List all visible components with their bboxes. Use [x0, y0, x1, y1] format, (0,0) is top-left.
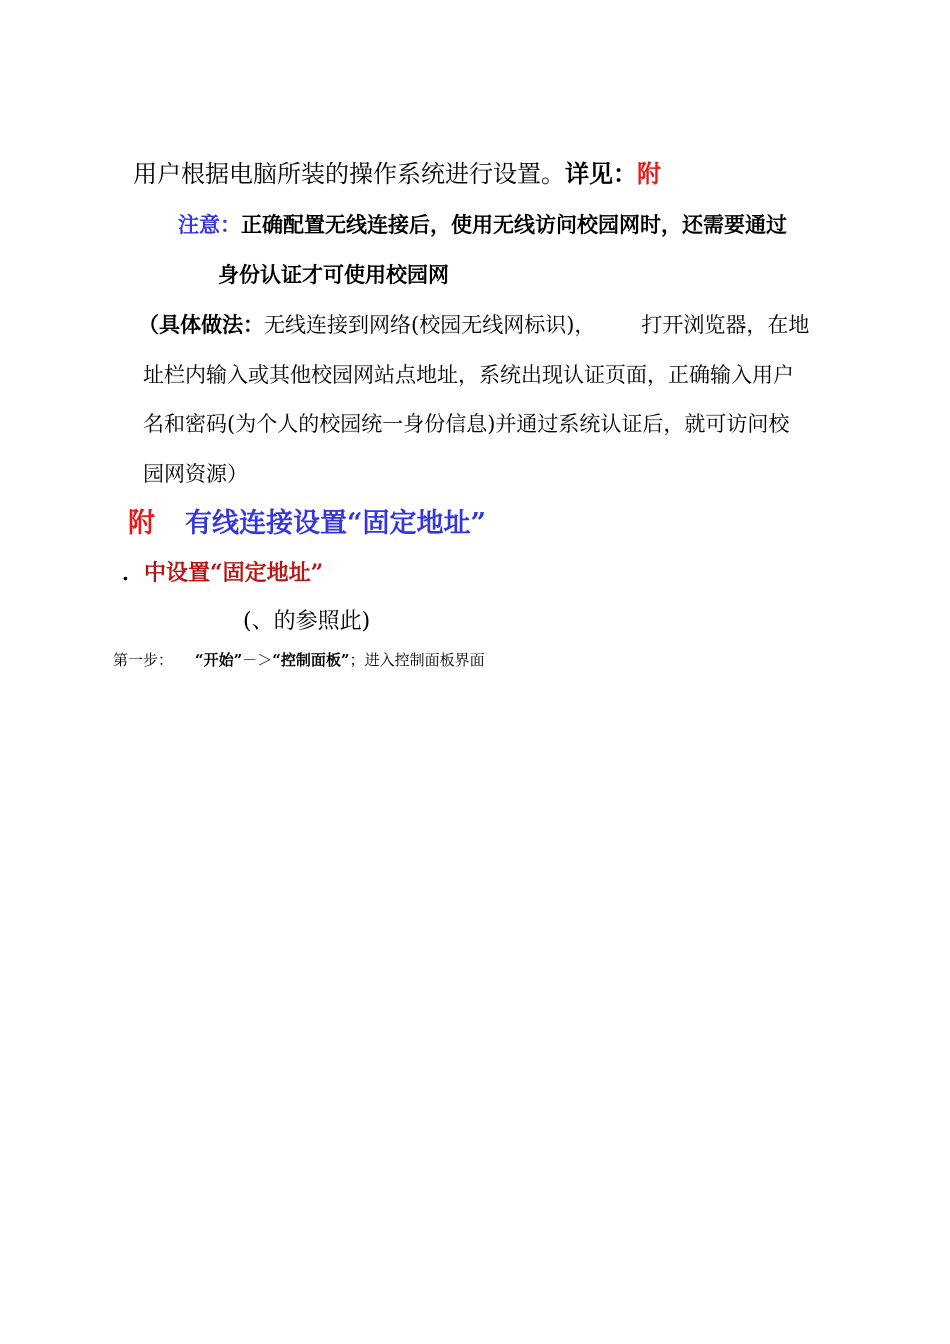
method-line-2: 址栏内输入或其他校园网站点地址，系统出现认证页面，正确输入用户 — [143, 363, 794, 387]
step-1-tail: ；进入控制面板界面 — [349, 651, 485, 669]
appendix-heading — [128, 510, 486, 537]
note-line — [178, 214, 787, 236]
appendix-ref: 附 — [637, 159, 661, 188]
method-text-a: 无线连接到网络(校园无线网标识)， — [264, 313, 596, 337]
step-1-start: “开始” — [195, 651, 243, 669]
appendix-label: 附 — [128, 508, 155, 539]
method-label: （具体做法： — [138, 312, 264, 337]
note-label: 注意： — [178, 212, 241, 237]
method-text-b: 打开浏览器，在地 — [641, 313, 810, 337]
note-continuation: 身份认证才可使用校园网 — [218, 262, 449, 287]
reference-note: (、的参照此) — [243, 609, 371, 634]
step-1 — [113, 653, 485, 668]
intro-line — [133, 159, 661, 188]
method-line-4: 园网资源） — [143, 462, 248, 486]
step-1-control-panel: “控制面板” — [272, 651, 350, 669]
method-line-1 — [138, 314, 809, 336]
section-title: 中设置“固定地址” — [144, 560, 324, 586]
section-heading — [122, 562, 323, 584]
intro-text: 用户根据电脑所装的操作系统进行设置。 — [133, 160, 565, 188]
step-1-arrow: －＞ — [242, 651, 273, 669]
method-line-3: 名和密码(为个人的校园统一身份信息)并通过系统认证后，就可访问校 — [143, 412, 790, 436]
appendix-title: 有线连接设置“固定地址” — [185, 508, 487, 539]
step-1-label: 第一步： — [113, 651, 174, 669]
see-label: 详见： — [565, 159, 637, 188]
note-text: 正确配置无线连接后，使用无线访问校园网时，还需要通过 — [241, 212, 787, 237]
section-dot: ． — [122, 560, 145, 586]
